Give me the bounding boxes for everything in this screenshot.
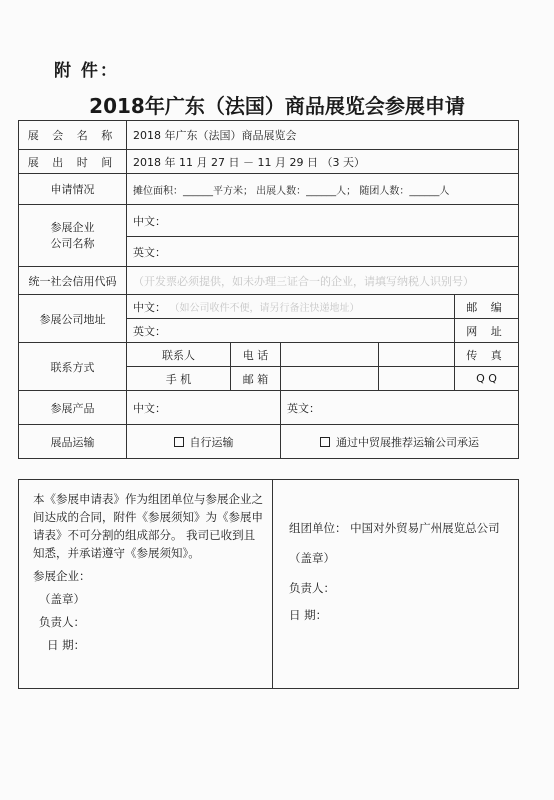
exhibition-time-value: 2018 年 11 月 27 日 － 11 月 29 日 （3 天）: [127, 150, 519, 174]
postcode-label: 邮 编: [455, 295, 519, 319]
transport-self-option[interactable]: [127, 425, 281, 459]
application-form: [18, 120, 519, 459]
applicant-signature-box: [18, 479, 273, 689]
contact-label: 联系方式: [19, 343, 127, 391]
fax-label: 传 真: [455, 343, 519, 367]
company-name-en-field[interactable]: 英文：: [127, 237, 519, 267]
application-value[interactable]: 摊位面积：______平方米； 出展人数：______人； 随团人数：______人: [127, 174, 519, 205]
phone-label: 电 话: [231, 343, 281, 367]
agent-transport-checkbox[interactable]: [320, 437, 330, 447]
address-placeholder: （如公司收件不便，请另行备注快递地址）: [169, 302, 360, 314]
applicant-seal-label: （盖章）: [39, 592, 85, 606]
exhibition-name-label: 展 会 名 称: [19, 121, 127, 150]
company-name-cn-field[interactable]: 中文：: [127, 205, 519, 237]
organizer-seal-label: （盖章）: [289, 551, 335, 565]
organizer-date-label: 日 期：: [289, 608, 328, 622]
application-label: 申请情况: [19, 174, 127, 205]
agent-transport-label: 通过中贸展推荐运输公司承运: [336, 435, 479, 449]
applicant-person-label: 负责人：: [39, 615, 85, 629]
organizer-signature-box: [271, 479, 519, 689]
applicant-date-label: 日 期：: [47, 638, 86, 652]
email-label: 邮 箱: [231, 367, 281, 391]
contact-person-label: 联系人: [127, 343, 231, 367]
transport-label: 展品运输: [19, 425, 127, 459]
mobile-label: 手 机: [127, 367, 231, 391]
email-field[interactable]: [281, 367, 379, 391]
credit-code-label: 统一社会信用代码: [19, 267, 127, 295]
credit-code-field[interactable]: （开发票必须提供，如未办理三证合一的企业，请填写纳税人识别号）: [127, 267, 519, 295]
exhibition-name-value: 2018 年广东（法国）商品展览会: [127, 121, 519, 150]
website-label: 网 址: [455, 319, 519, 343]
qq-spacer: [379, 367, 455, 391]
address-en-field[interactable]: 英文：: [127, 319, 455, 343]
organizer-label: 组团单位： 中国对外贸易广州展览总公司: [289, 521, 500, 535]
transport-agent-option[interactable]: [281, 425, 519, 459]
qq-label: Q Q: [455, 367, 519, 391]
products-en-field[interactable]: 英文：: [281, 391, 519, 425]
address-cn-prefix: 中文：: [133, 300, 166, 314]
self-transport-checkbox[interactable]: [174, 437, 184, 447]
address-cn-field[interactable]: [127, 295, 455, 319]
organizer-person-label: 负责人：: [289, 581, 335, 595]
products-cn-field[interactable]: 中文：: [127, 391, 281, 425]
company-name-label: 参展企业 公司名称: [19, 205, 127, 267]
attachment-label: 附 件：: [54, 61, 119, 81]
fax-spacer: [379, 343, 455, 367]
applicant-company-label: 参展企业：: [33, 569, 91, 583]
self-transport-label: 自行运输: [189, 435, 234, 449]
address-label: 参展公司地址: [19, 295, 127, 343]
products-label: 参展产品: [19, 391, 127, 425]
exhibition-time-label: 展 出 时 间: [19, 150, 127, 174]
phone-field[interactable]: [281, 343, 379, 367]
agreement-text: 本《参展申请表》作为组团单位与参展企业之间达成的合同，附件《参展须知》为《参展申请表》不可分割的组成部分。 我司已收到且知悉，并承诺遵守《参展须知》。: [33, 492, 263, 560]
page-title: 2018年广东（法国）商品展览会参展申请: [89, 94, 465, 118]
